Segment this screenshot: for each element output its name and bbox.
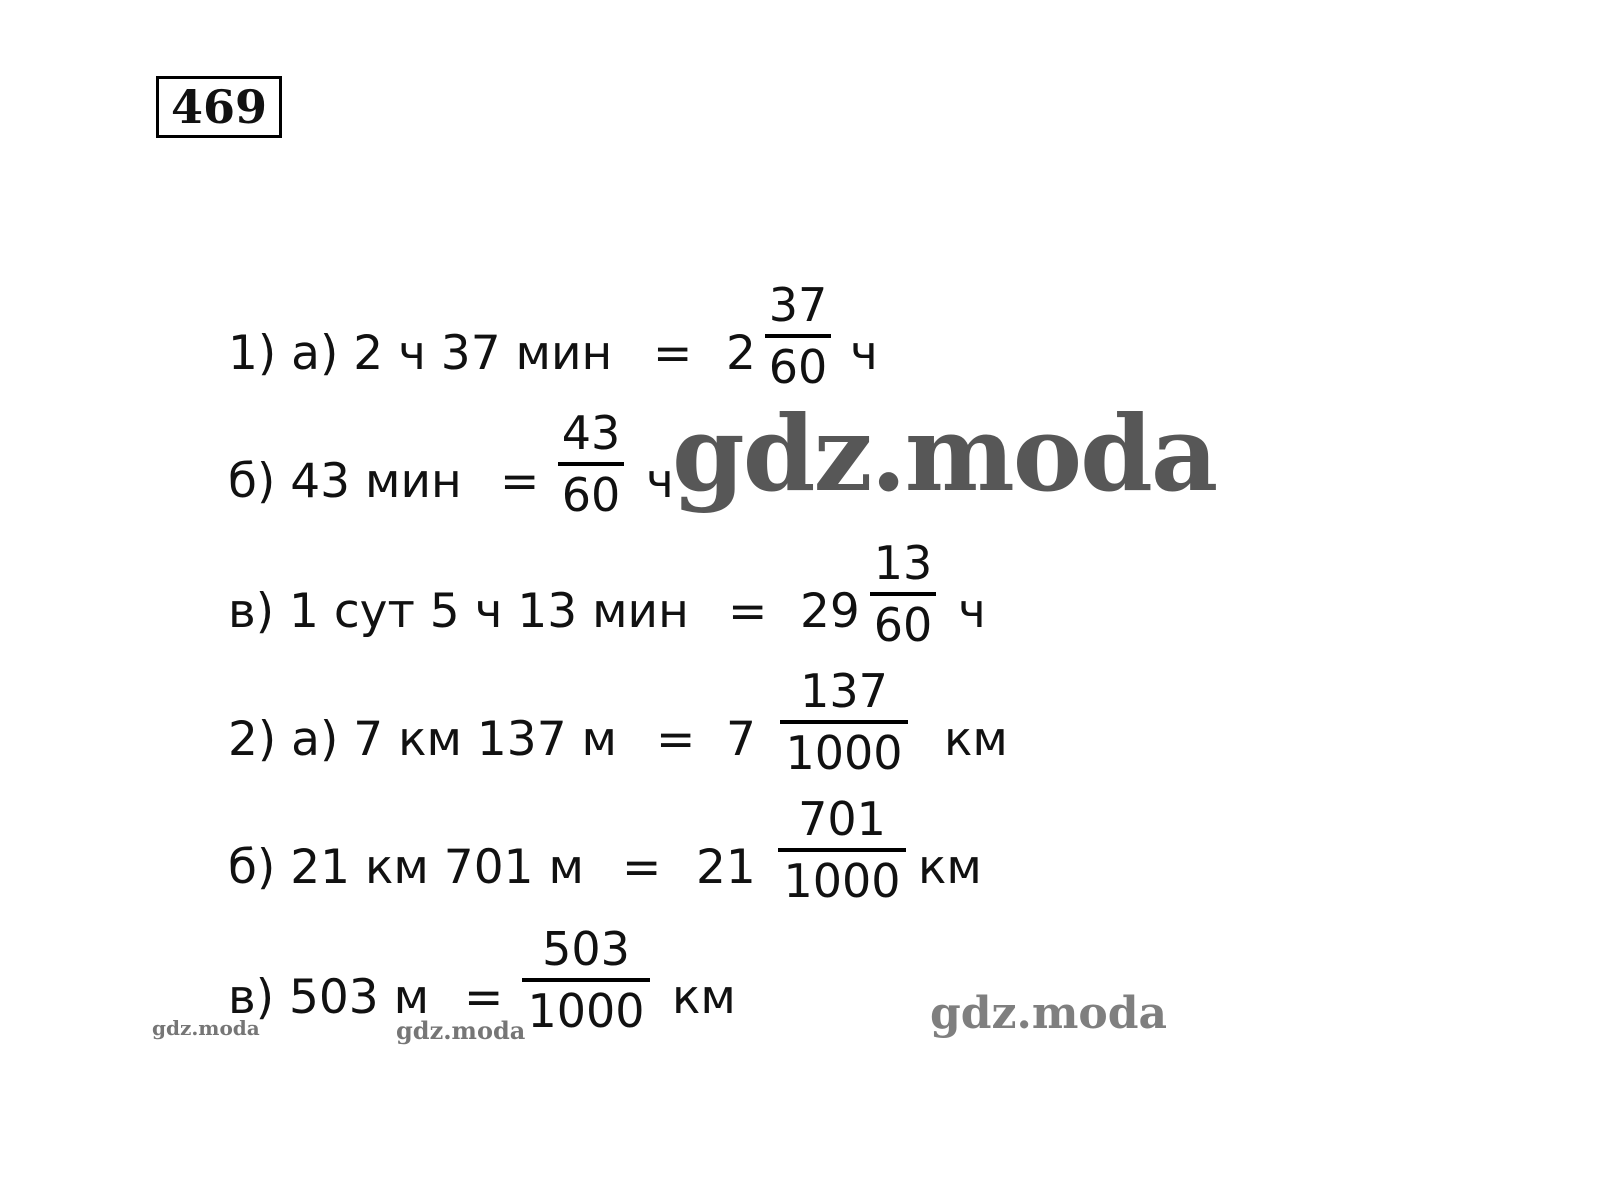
whole-part: 2 — [726, 326, 756, 381]
numerator: 137 — [800, 664, 888, 718]
task-number-box — [156, 76, 282, 138]
watermark-main: gdz.moda — [672, 392, 1217, 515]
unit: км — [944, 712, 1008, 767]
whole-part: 21 — [696, 840, 756, 895]
lhs: 2) а) 7 км 137 м — [228, 712, 617, 767]
unit: ч — [646, 454, 674, 509]
equals-sign: = — [464, 970, 504, 1025]
watermark-small-left: gdz.moda — [152, 1016, 260, 1040]
denominator: 60 — [873, 598, 933, 652]
numerator: 701 — [798, 792, 886, 846]
denominator: 1000 — [527, 984, 645, 1038]
denominator: 60 — [768, 340, 828, 394]
fraction-6 — [522, 920, 650, 1040]
numerator: 503 — [542, 922, 630, 976]
unit: км — [918, 840, 982, 895]
task-number: 469 — [170, 80, 268, 134]
unit: км — [672, 970, 736, 1025]
watermark-small-mid: gdz.moda — [396, 1016, 526, 1045]
equals-sign: = — [622, 840, 662, 895]
fraction-1 — [765, 276, 831, 396]
watermark-right: gdz.moda — [930, 988, 1168, 1039]
unit: ч — [850, 326, 878, 381]
lhs: 1) а) 2 ч 37 мин — [228, 326, 613, 381]
lhs: б) 21 км 701 м — [228, 840, 584, 895]
denominator: 1000 — [783, 854, 901, 908]
unit: ч — [958, 584, 986, 639]
equals-sign: = — [653, 326, 693, 381]
lhs: в) 503 м — [228, 970, 430, 1025]
equals-sign: = — [728, 584, 768, 639]
numerator: 13 — [873, 536, 933, 590]
numerator: 37 — [768, 278, 828, 332]
fraction-5 — [778, 790, 906, 910]
whole-part: 7 — [726, 712, 756, 767]
numerator: 43 — [561, 406, 621, 460]
equals-sign: = — [500, 454, 540, 509]
denominator: 1000 — [785, 726, 903, 780]
fraction-3 — [870, 534, 936, 654]
denominator: 60 — [561, 468, 621, 522]
lhs: в) 1 сут 5 ч 13 мин — [228, 584, 689, 639]
fraction-2 — [558, 404, 624, 524]
fraction-4 — [780, 662, 908, 782]
whole-part: 29 — [800, 584, 860, 639]
equals-sign: = — [656, 712, 696, 767]
lhs: б) 43 мин — [228, 454, 462, 509]
